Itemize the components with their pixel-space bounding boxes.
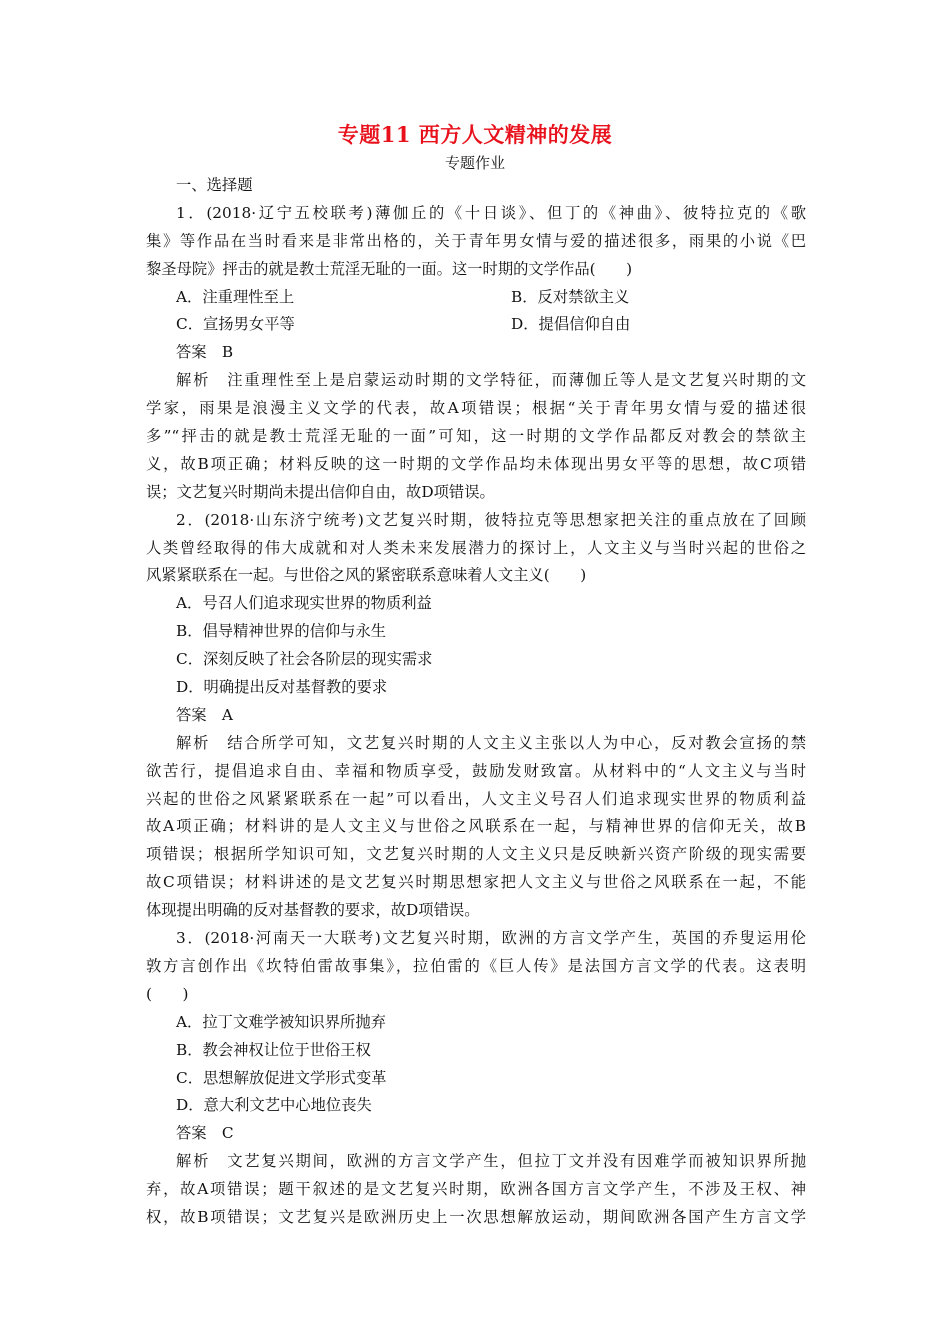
analysis-line: 误；文艺复兴时期尚未提出信仰自由，故D项错误。 <box>146 482 495 501</box>
question-stem-line: 1．(2018·辽宁五校联考)薄伽丘的《十日谈》、但丁的《神曲》、彼特拉克的《歌 <box>176 203 806 222</box>
option-c: C．宣扬男女平等 <box>176 315 295 334</box>
answer: 答案 B <box>176 343 234 362</box>
option-c: C．思想解放促进文学形式变革 <box>176 1068 387 1087</box>
option-d: D．提倡信仰自由 <box>511 315 631 334</box>
analysis-line: 解析 文艺复兴期间，欧洲的方言文学产生，但拉丁文并没有因难学而被知识界所抛 <box>176 1152 806 1171</box>
option-b: B．教会神权让位于世俗王权 <box>176 1040 371 1059</box>
question-2 <box>146 507 806 925</box>
analysis-line: 弃，故A项错误；题干叙述的是文艺复兴时期，欧洲各国方言文学产生，不涉及王权、神 <box>146 1180 806 1199</box>
answer: 答案 C <box>176 1124 234 1143</box>
option-b: B．倡导精神世界的信仰与永生 <box>176 622 387 641</box>
analysis-line: 解析 注重理性至上是启蒙运动时期的文学特征，而薄伽丘等人是文艺复兴时期的文 <box>176 371 806 390</box>
question-3 <box>146 925 806 1232</box>
analysis-line: 学家，雨果是浪漫主义文学的代表，故A项错误；根据“关于青年男女情与爱的描述很 <box>146 399 806 418</box>
analysis-line: 故A项正确；材料讲的是人文主义与世俗之风联系在一起，与精神世界的信仰无关，故B <box>146 817 806 836</box>
question-stem-line: 3．(2018·河南天一大联考)文艺复兴时期，欧洲的方言文学产生，英国的乔叟运用伦 <box>176 929 806 948</box>
question-stem-line: 集》等作品在当时看来是非常出格的，关于青年男女情与爱的描述很多，雨果的小说《巴 <box>146 231 806 250</box>
analysis-line: 义，故B项正确；材料反映的这一时期的文学作品均未体现出男女平等的思想，故C项错 <box>146 454 806 473</box>
analysis-line: 多”“抨击的就是教士荒淫无耻的一面”可知，这一时期的文学作品都反对教会的禁欲主 <box>146 427 806 446</box>
option-d: D．意大利文艺中心地位丧失 <box>176 1096 372 1115</box>
option-a: A．注重理性至上 <box>176 287 295 306</box>
page-subtitle: 专题作业 <box>444 154 505 172</box>
question-1 <box>146 200 806 507</box>
page-title: 专题11 西方人文精神的发展 <box>337 122 613 147</box>
option-row <box>146 311 806 339</box>
analysis-line: 兴起的世俗之风紧紧联系在一起”可以看出，人文主义号召人们追求现实世界的物质利益 <box>146 789 806 808</box>
option-d: D．明确提出反对基督教的要求 <box>176 678 388 697</box>
option-c: C．深刻反映了社会各阶层的现实需求 <box>176 650 433 669</box>
analysis-line: 欲苦行，提倡追求自由、幸福和物质享受，鼓励发财致富。从材料中的“人文主义与当时 <box>146 761 806 780</box>
question-stem-line: ( ) <box>146 984 189 1003</box>
question-stem-line: 人类曾经取得的伟大成就和对人类未来发展潜力的探讨上，人文主义与当时兴起的世俗之 <box>146 538 806 557</box>
document-body <box>146 172 806 1232</box>
analysis-line: 权，故B项错误；文艺复兴是欧洲历史上一次思想解放运动，期间欧洲各国产生方言文学 <box>146 1207 806 1226</box>
section-heading: 一、选择题 <box>176 176 253 194</box>
option-a: A．号召人们追求现实世界的物质利益 <box>176 594 432 613</box>
question-stem-line: 2．(2018·山东济宁统考)文艺复兴时期，彼特拉克等思想家把关注的重点放在了回顾 <box>176 510 806 529</box>
option-b: B．反对禁欲主义 <box>511 287 630 306</box>
question-stem-line: 风紧紧联系在一起。与世俗之风的紧密联系意味着人文主义( ) <box>146 566 587 585</box>
analysis-line: 解析 结合所学可知，文艺复兴时期的人文主义主张以人为中心，反对教会宣扬的禁 <box>176 733 806 752</box>
analysis-line: 项错误；根据所学知识可知，文艺复兴时期的人文主义只是反映新兴资产阶级的现实需要 <box>146 845 806 864</box>
question-stem-line: 黎圣母院》抨击的就是教士荒淫无耻的一面。这一时期的文学作品( ) <box>146 259 633 278</box>
option-a: A．拉丁文难学被知识界所抛弃 <box>176 1012 386 1031</box>
analysis-line: 故C项错误；材料讲述的是文艺复兴时期思想家把人文主义与世俗之风联系在一起，不能 <box>146 873 806 892</box>
analysis-line: 体现提出明确的反对基督教的要求，故D项错误。 <box>146 901 480 920</box>
question-stem-line: 敦方言创作出《坎特伯雷故事集》，拉伯雷的《巨人传》是法国方言文学的代表。这表明 <box>146 956 806 975</box>
option-row <box>146 284 806 312</box>
answer: 答案 A <box>176 705 233 724</box>
